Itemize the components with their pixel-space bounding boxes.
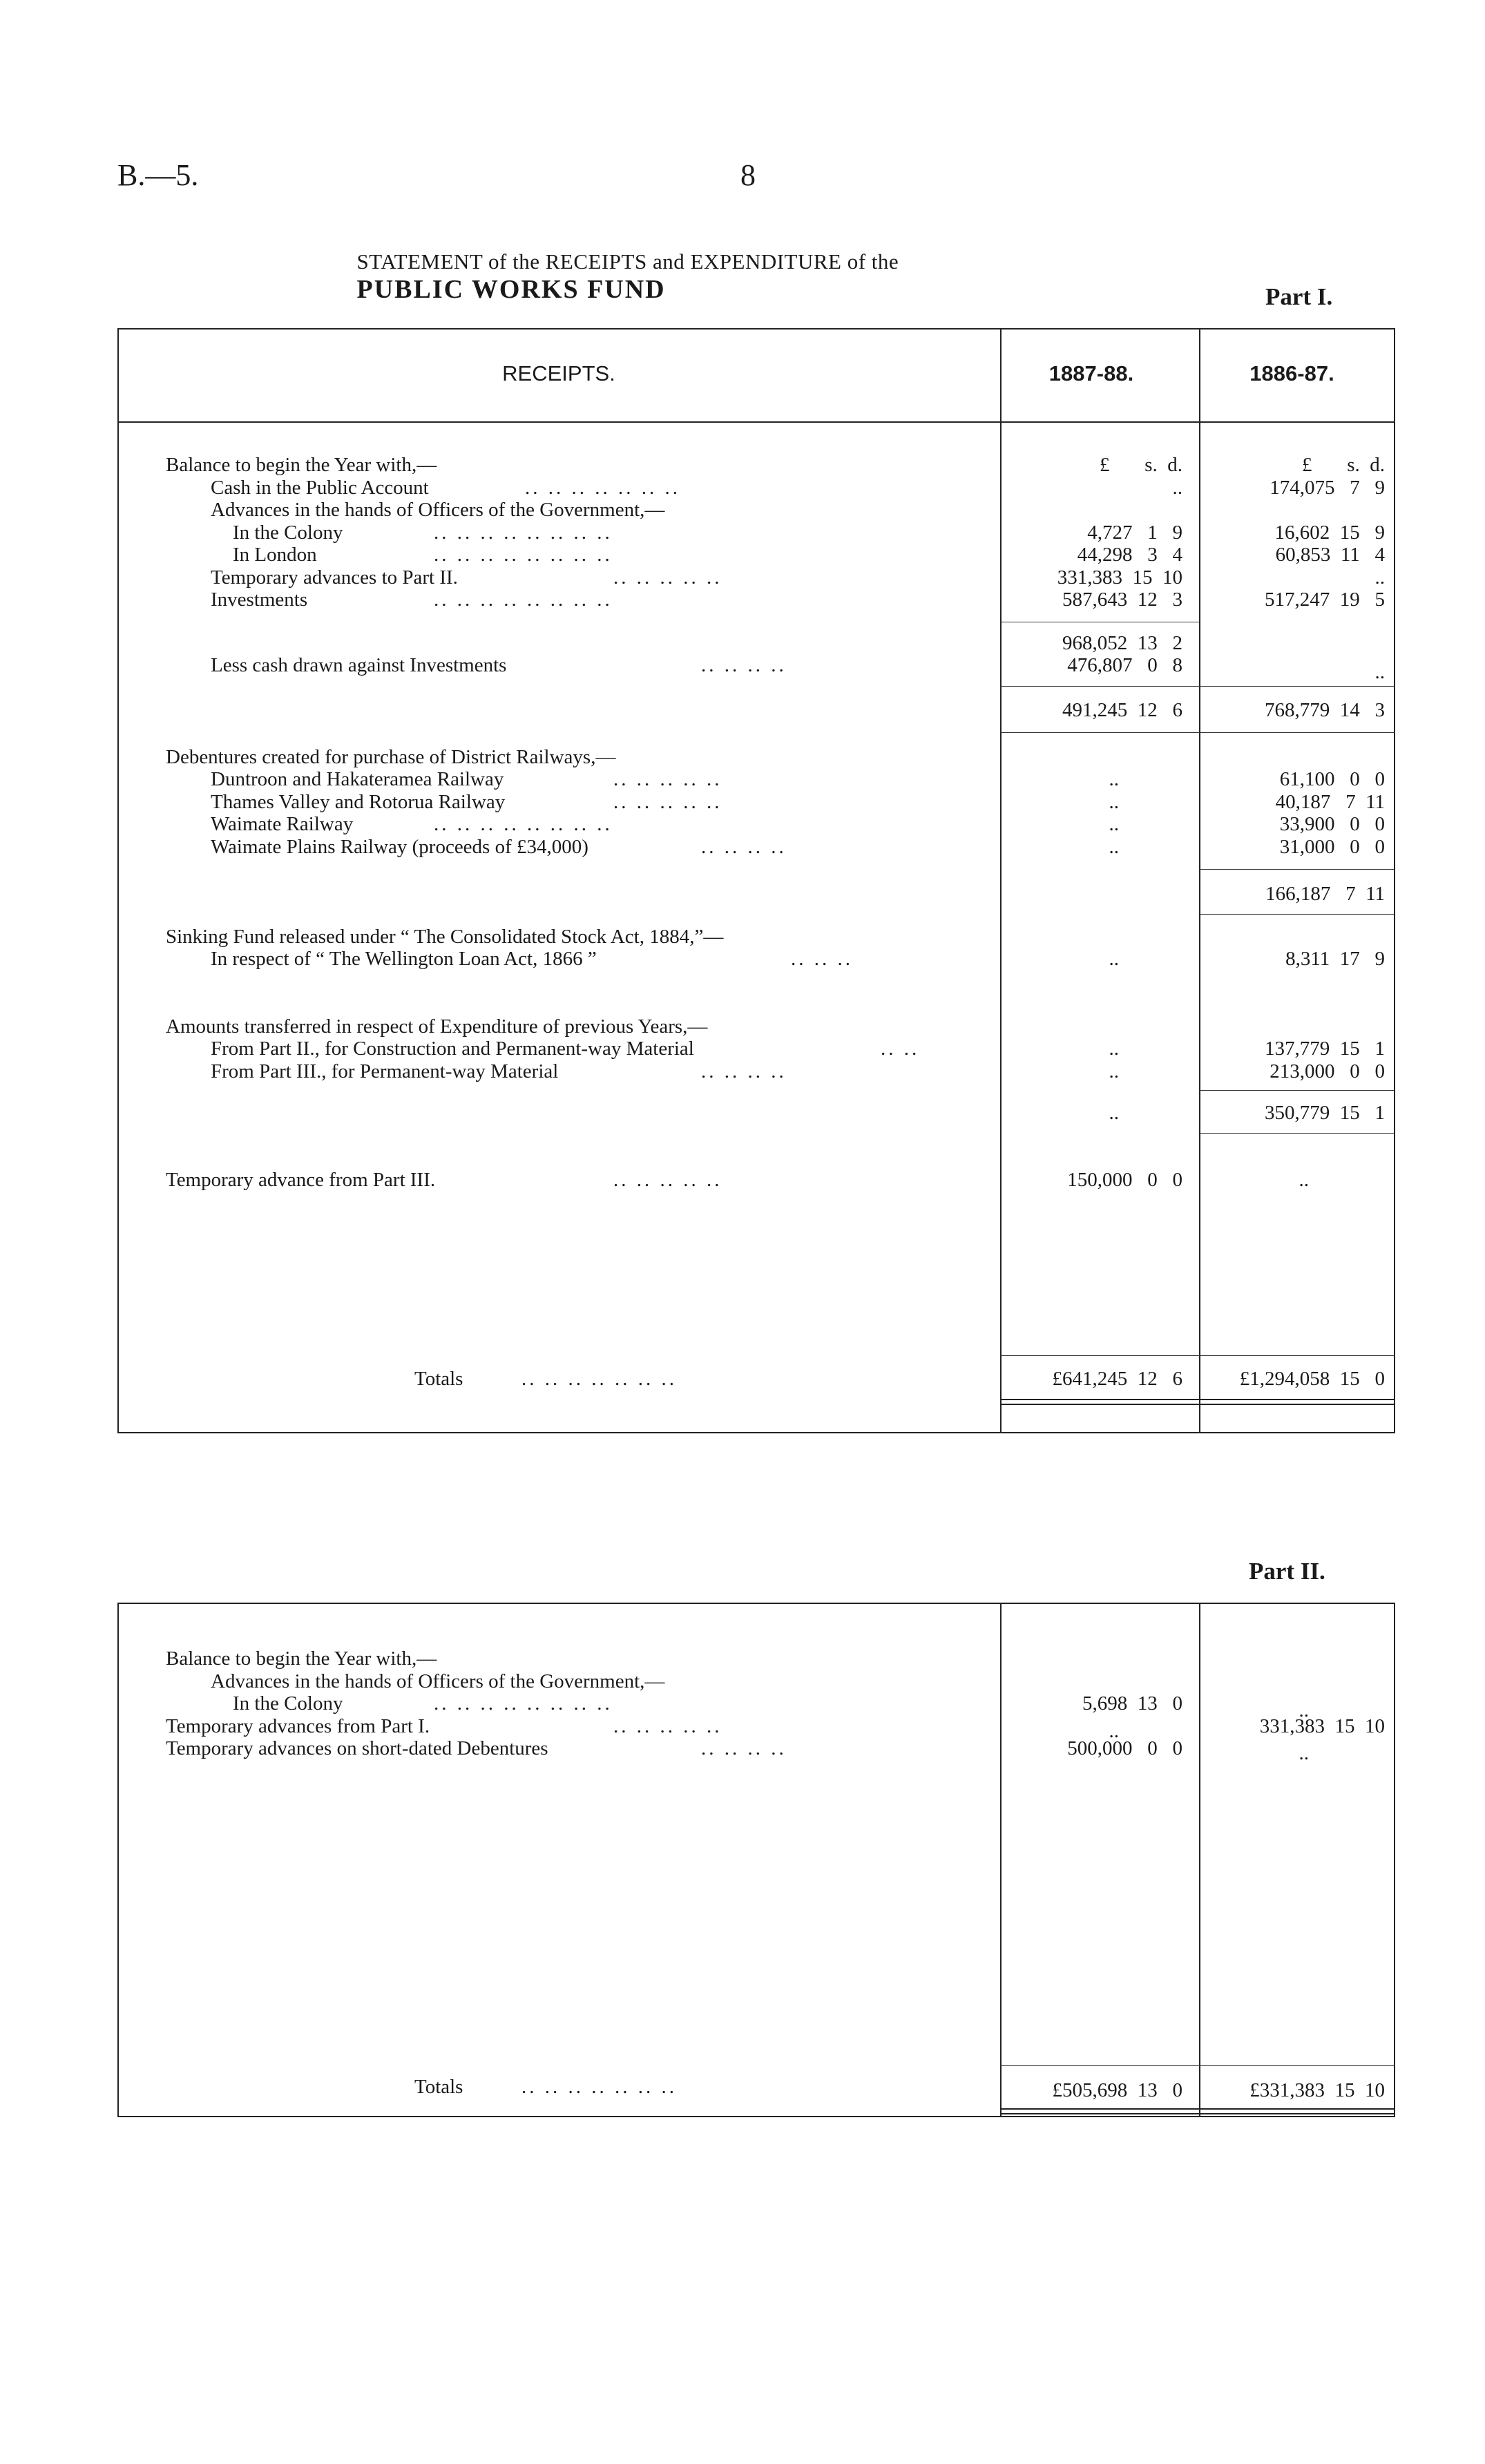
leader-dots: .. .. .. .. ..	[613, 566, 722, 589]
leader-dots: .. .. .. .. ..	[613, 791, 722, 813]
leader-dots: .. .. .. .. .. .. .. ..	[434, 1692, 613, 1715]
leader-dots: .. .. .. .. ..	[613, 1715, 722, 1737]
leader-dots: .. .. .. ..	[701, 654, 787, 676]
investments-y2: 517,247 19 5	[1265, 589, 1385, 611]
waimate-plains-label: Waimate Plains Railway (proceeds of £34,000)	[211, 836, 588, 858]
part2-short-label: Temporary advances on short-dated Debentures	[166, 1737, 548, 1759]
leader-dots: .. .. .. .. ..	[613, 1169, 722, 1191]
part1-totals-label: Totals	[414, 1368, 463, 1390]
london-y2: 60,853 11 4	[1275, 544, 1385, 566]
part2-colony-y1: 5,698 13 0	[1082, 1692, 1182, 1715]
part2-temp-from1-y1: ..	[1109, 1720, 1119, 1742]
part1-totals-y1: £641,245 12 6	[1052, 1368, 1182, 1390]
subtotal-y1: 968,052 13 2	[1062, 632, 1182, 654]
part2-label: Part II.	[1249, 1558, 1325, 1585]
from-part2-y1: ..	[1109, 1038, 1119, 1060]
thames-y1: ..	[1109, 791, 1119, 813]
leader-dots: .. .. .. .. .. .. .. ..	[434, 589, 613, 611]
cash-y2: 174,075 7 9	[1270, 477, 1385, 499]
less-cash-y1: 476,807 0 8	[1067, 654, 1182, 676]
waimate-y2: 33,900 0 0	[1279, 813, 1385, 835]
leader-dots: .. ..	[881, 1038, 920, 1060]
temp-adv-y1: 331,383 15 10	[1057, 566, 1182, 589]
leader-dots: .. .. .. .. .. .. .. ..	[434, 544, 613, 566]
leader-dots: .. .. .. ..	[701, 1060, 787, 1082]
col-1886-87-header: 1886-87.	[1249, 361, 1334, 385]
duntroon-y2: 61,100 0 0	[1279, 768, 1385, 790]
less-cash-label: Less cash drawn against Investments	[211, 654, 507, 676]
part2-temp-from1-label: Temporary advances from Part I.	[166, 1715, 430, 1737]
sinking-y2: 8,311 17 9	[1285, 948, 1385, 970]
part2-totals-label: Totals	[414, 2076, 463, 2098]
leader-dots: .. .. .. .. .. .. .. ..	[434, 522, 613, 544]
transfers-heading: Amounts transferred in respect of Expenditure of previous Years,—	[166, 1015, 708, 1038]
leader-dots: .. .. .. ..	[701, 1737, 787, 1759]
thames-y2: 40,187 7 11	[1275, 791, 1385, 813]
leader-dots: .. .. .. ..	[701, 836, 787, 858]
temp-adv-y2: ..	[1374, 566, 1385, 589]
less-cash-y2: ..	[1374, 661, 1385, 683]
part2-balance-heading: Balance to begin the Year with,—	[166, 1648, 437, 1670]
title-fund: PUBLIC WORKS FUND	[356, 275, 666, 304]
leader-dots: .. .. .. .. .. .. ..	[521, 2076, 677, 2098]
colony-y1: 4,727 1 9	[1087, 522, 1182, 544]
colony-y2: 16,602 15 9	[1274, 522, 1385, 544]
duntroon-y1: ..	[1109, 768, 1119, 790]
part1-label: Part I.	[1265, 283, 1333, 310]
sinking-label: In respect of “ The Wellington Loan Act, 1866 ”	[211, 948, 597, 970]
part2-totals-y2: £331,383 15 10	[1249, 2079, 1385, 2101]
balance-heading: Balance to begin the Year with,—	[166, 454, 437, 476]
investments-y1: 587,643 12 3	[1062, 589, 1182, 611]
london-label: In London	[233, 544, 317, 566]
from-part2-y2: 137,779 15 1	[1265, 1038, 1385, 1060]
thames-label: Thames Valley and Rotorua Railway	[211, 791, 506, 813]
units-y1: £ s. d.	[1099, 454, 1182, 476]
title-prefix: STATEMENT of the RECEIPTS and EXPENDITURE of the	[356, 249, 899, 274]
cash-label: Cash in the Public Account	[211, 477, 429, 499]
temp-adv-label: Temporary advances to Part II.	[211, 566, 458, 589]
statement-title	[345, 225, 899, 305]
leader-dots: .. .. .. .. .. .. ..	[521, 1368, 677, 1390]
units-y2: £ s. d.	[1301, 454, 1385, 476]
from-part2-label: From Part II., for Construction and Permanent-way Material	[211, 1038, 694, 1060]
sinking-y1: ..	[1109, 948, 1119, 970]
part1-totals-y2: £1,294,058 15 0	[1239, 1368, 1385, 1390]
waimate-plains-y2: 31,000 0 0	[1279, 836, 1385, 858]
page-number: 8	[740, 158, 756, 192]
part2-totals-y1: £505,698 13 0	[1052, 2079, 1182, 2101]
part2-colony-y2: ..	[1299, 1699, 1309, 1721]
temp-from-part3-y2: ..	[1299, 1169, 1309, 1191]
leader-dots: .. .. .. .. .. .. .. ..	[434, 813, 613, 835]
debentures-total-y2: 166,187 7 11	[1265, 883, 1385, 905]
document-reference: B.—5.	[117, 158, 199, 192]
from-part3-y1: ..	[1109, 1060, 1119, 1082]
part2-colony-label: In the Colony	[233, 1692, 343, 1715]
temp-from-part3-label: Temporary advance from Part III.	[166, 1169, 436, 1191]
transfers-total-y2: 350,779 15 1	[1265, 1102, 1385, 1124]
temp-from-part3-y1: 150,000 0 0	[1067, 1169, 1182, 1191]
london-y1: 44,298 3 4	[1077, 544, 1182, 566]
duntroon-label: Duntroon and Hakateramea Railway	[211, 768, 504, 790]
waimate-plains-y1: ..	[1109, 836, 1119, 858]
waimate-label: Waimate Railway	[211, 813, 354, 835]
leader-dots: .. .. .. .. .. .. ..	[525, 477, 680, 499]
waimate-y1: ..	[1109, 813, 1119, 835]
net-balance-y1: 491,245 12 6	[1062, 699, 1182, 721]
part2-advances-heading: Advances in the hands of Officers of the Government,—	[211, 1670, 665, 1692]
from-part3-y2: 213,000 0 0	[1270, 1060, 1385, 1082]
leader-dots: .. .. ..	[791, 948, 853, 970]
cash-y1: ..	[1172, 477, 1182, 499]
leader-dots: .. .. .. .. ..	[613, 768, 722, 790]
net-balance-y2: 768,779 14 3	[1265, 699, 1385, 721]
part2-short-y1: 500,000 0 0	[1067, 1737, 1182, 1759]
col-1887-88-header: 1887-88.	[1048, 361, 1134, 385]
col-receipts-header: RECEIPTS.	[502, 361, 615, 385]
from-part3-label: From Part III., for Permanent-way Material	[211, 1060, 559, 1082]
advances-heading: Advances in the hands of Officers of the Government,—	[211, 499, 665, 521]
transfers-total-y1: ..	[1109, 1102, 1119, 1124]
investments-label: Investments	[211, 589, 308, 611]
colony-label: In the Colony	[233, 522, 343, 544]
part2-temp-from1-y2: 331,383 15 10	[1259, 1715, 1385, 1737]
debentures-heading: Debentures created for purchase of District Railways,—	[166, 746, 616, 768]
part2-short-y2: ..	[1299, 1742, 1309, 1764]
sinking-heading: Sinking Fund released under “ The Consolidated Stock Act, 1884,”—	[166, 926, 724, 948]
